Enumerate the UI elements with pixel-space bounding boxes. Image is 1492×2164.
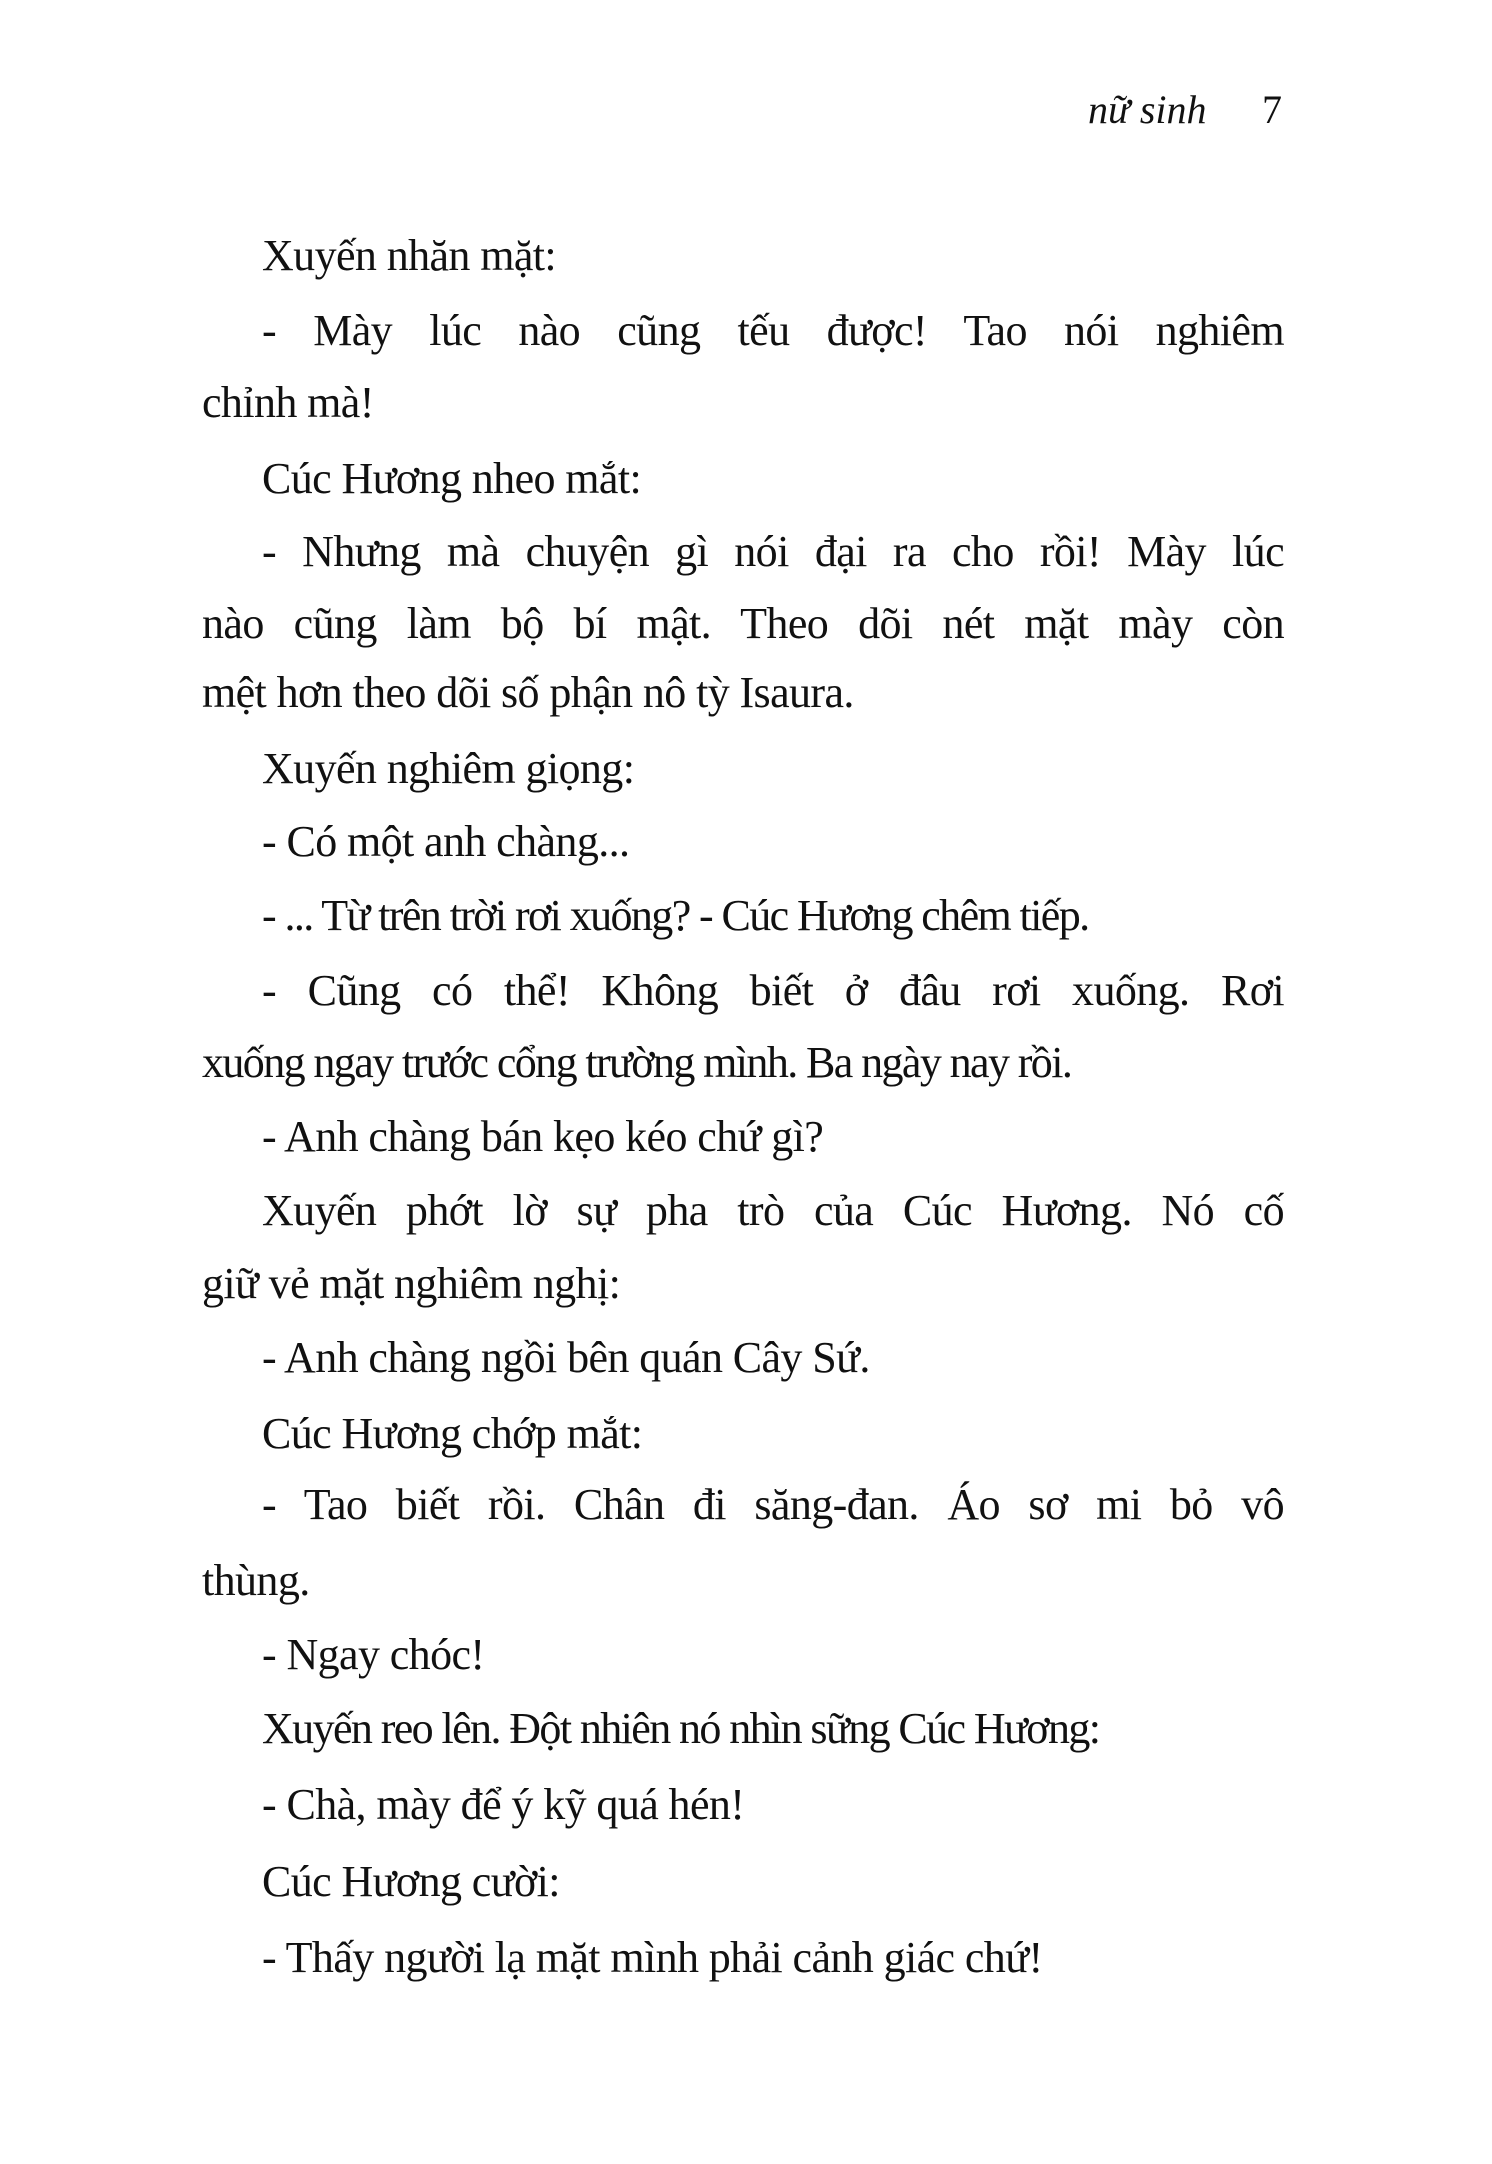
text-line: - Anh chàng bán kẹo kéo chứ gì?: [262, 1112, 824, 1161]
page-number: 7: [1262, 87, 1282, 132]
text-line: xuống ngay trước cổng trường mình. Ba ngày nay rồi.: [202, 1038, 1072, 1087]
text-line: chỉnh mà!: [202, 378, 374, 427]
text-line: - Tao biết rồi. Chân đi săng-đan. Áo sơ mi bỏ vô: [262, 1480, 1284, 1529]
text-line: Xuyến phớt lờ sự pha trò của Cúc Hương. Nó cố: [262, 1186, 1284, 1235]
text-line: - Mày lúc nào cũng tếu được! Tao nói nghiêm: [262, 306, 1284, 355]
text-line: Xuyến reo lên. Đột nhiên nó nhìn sững Cúc Hương:: [262, 1704, 1100, 1753]
text-line: Xuyến nghiêm giọng:: [262, 744, 635, 793]
running-title: nữ sinh: [1088, 87, 1207, 132]
text-line: Xuyến nhăn mặt:: [262, 231, 557, 280]
text-line: - Ngay chóc!: [262, 1630, 485, 1679]
text-line: Cúc Hương chớp mắt:: [262, 1409, 643, 1458]
text-line: Cúc Hương nheo mắt:: [262, 454, 642, 503]
text-line: - Nhưng mà chuyện gì nói đại ra cho rồi! Mày lúc: [262, 527, 1284, 576]
text-line: giữ vẻ mặt nghiêm nghị:: [202, 1259, 621, 1308]
text-line: - Chà, mày để ý kỹ quá hén!: [262, 1780, 745, 1829]
text-line: nào cũng làm bộ bí mật. Theo dõi nét mặt mày còn: [202, 599, 1284, 648]
text-line: - ... Từ trên trời rơi xuống? - Cúc Hương chêm tiếp.: [262, 891, 1089, 940]
text-line: - Cũng có thể! Không biết ở đâu rơi xuống. Rơi: [262, 966, 1284, 1015]
text-line: - Có một anh chàng...: [262, 817, 630, 866]
text-line: - Thấy người lạ mặt mình phải cảnh giác chứ!: [262, 1933, 1043, 1982]
text-line: Cúc Hương cười:: [262, 1857, 560, 1906]
text-line: mệt hơn theo dõi số phận nô tỳ Isaura.: [202, 668, 854, 717]
text-line: thùng.: [202, 1556, 310, 1605]
text-line: - Anh chàng ngồi bên quán Cây Sứ.: [262, 1333, 870, 1382]
